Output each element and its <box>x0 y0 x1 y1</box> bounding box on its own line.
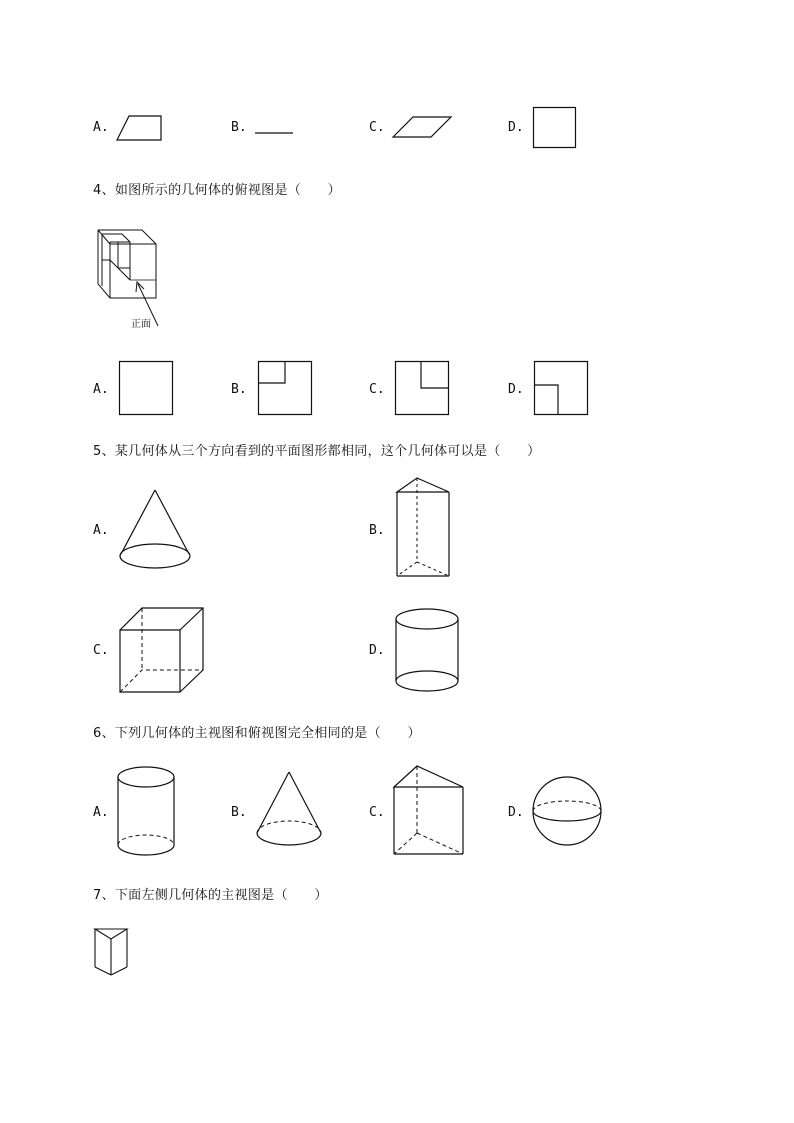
q5-option-d-label[interactable]: D. <box>369 643 385 658</box>
q5-option-c-label[interactable]: C. <box>93 643 109 658</box>
q4-option-b-label[interactable]: B. <box>231 382 247 397</box>
cylinder-dashed-icon <box>117 766 177 858</box>
q6-option-b-label[interactable]: B. <box>231 805 247 820</box>
square-bottomleft-notch-icon <box>534 361 590 417</box>
q4-option-d-label[interactable]: D. <box>508 382 524 397</box>
triangular-prism-dashed-icon <box>393 765 467 857</box>
q4-option-a-label[interactable]: A. <box>93 382 109 397</box>
cube-icon <box>119 606 207 694</box>
sphere-icon <box>532 776 604 848</box>
parallelogram-icon <box>117 116 163 142</box>
front-label: 正面 <box>131 319 151 330</box>
notched-cube-figure <box>92 226 162 334</box>
q6-option-d-label[interactable]: D. <box>508 805 524 820</box>
square-topright-notch-icon <box>395 361 451 417</box>
line-segment-icon <box>255 132 295 136</box>
square-topleft-notch-icon <box>258 361 314 417</box>
q3-option-b-label[interactable]: B. <box>231 120 247 135</box>
q4-stem: 4、如图所示的几何体的俯视图是（ ） <box>93 183 341 198</box>
cylinder-icon <box>395 608 461 694</box>
cone-icon <box>119 488 193 572</box>
q6-stem: 6、下列几何体的主视图和俯视图完全相同的是（ ） <box>93 726 421 741</box>
cone-dashed-icon <box>256 771 324 851</box>
q6-option-c-label[interactable]: C. <box>369 805 385 820</box>
q5-stem: 5、某几何体从三个方向看到的平面图形都相同，这个几何体可以是（ ） <box>93 444 541 459</box>
q4-option-c-label[interactable]: C. <box>369 382 385 397</box>
q5-option-b-label[interactable]: B. <box>369 523 385 538</box>
q3-option-a-label[interactable]: A. <box>93 120 109 135</box>
square-icon <box>533 107 577 149</box>
q6-option-a-label[interactable]: A. <box>93 805 109 820</box>
q5-option-a-label[interactable]: A. <box>93 523 109 538</box>
flat-parallelogram-icon <box>393 117 453 139</box>
small-triangular-prism-figure <box>93 925 131 979</box>
q7-stem: 7、下面左侧几何体的主视图是（ ） <box>93 888 328 903</box>
q3-option-c-label[interactable]: C. <box>369 120 385 135</box>
triangular-prism-icon <box>393 476 457 580</box>
square-view-icon <box>119 361 175 417</box>
q3-option-d-label[interactable]: D. <box>508 120 524 135</box>
